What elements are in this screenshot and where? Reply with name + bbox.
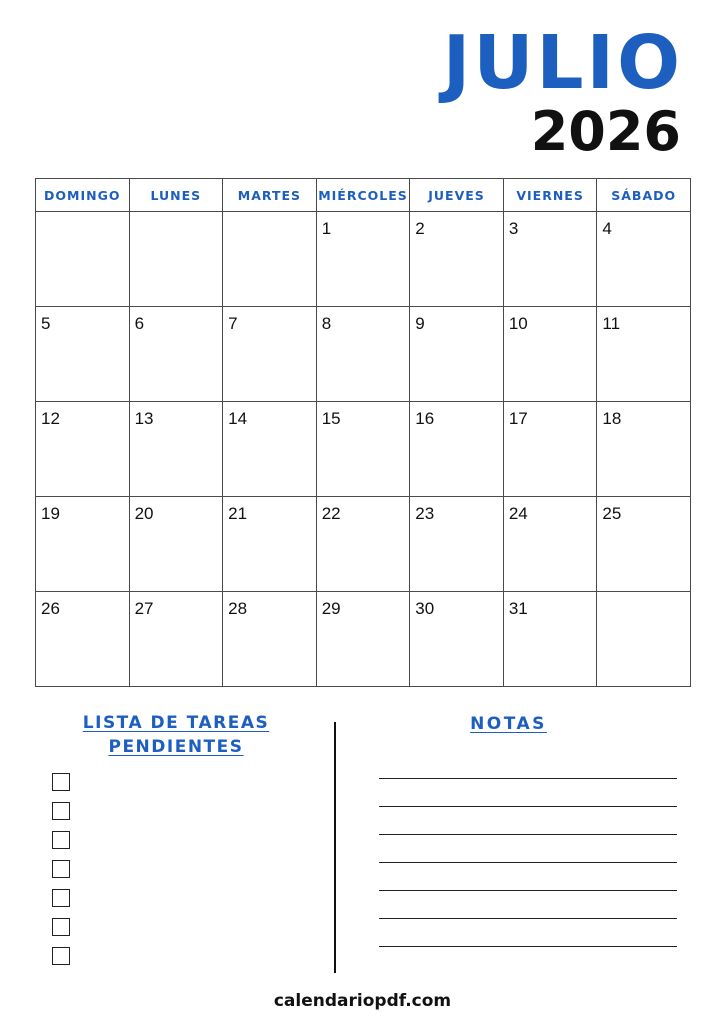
- day-cell[interactable]: [316, 592, 410, 687]
- todo-item: [52, 773, 70, 802]
- note-line[interactable]: [379, 806, 677, 834]
- todo-item: [52, 918, 70, 947]
- day-cell[interactable]: [597, 497, 691, 592]
- day-cell[interactable]: [223, 592, 317, 687]
- day-cell[interactable]: [223, 402, 317, 497]
- day-cell[interactable]: [129, 497, 223, 592]
- todo-checkbox[interactable]: [52, 947, 70, 965]
- notes-title: NOTAS: [470, 714, 547, 734]
- day-cell[interactable]: [129, 592, 223, 687]
- day-cell[interactable]: [129, 402, 223, 497]
- day-cell[interactable]: [316, 402, 410, 497]
- week-row: [36, 402, 691, 497]
- day-number: 20: [134, 504, 154, 523]
- todo-checkbox[interactable]: [52, 802, 70, 820]
- day-cell[interactable]: [316, 307, 410, 402]
- day-number: 5: [41, 314, 51, 333]
- week-row: [36, 497, 691, 592]
- day-number: 17: [508, 409, 528, 428]
- day-cell[interactable]: [410, 212, 504, 307]
- todo-item: [52, 860, 70, 889]
- day-cell[interactable]: [597, 307, 691, 402]
- todo-checkbox[interactable]: [52, 831, 70, 849]
- day-number: [223, 212, 316, 219]
- day-number: 3: [508, 219, 519, 238]
- week-row: [36, 212, 691, 307]
- day-number: 7: [228, 314, 238, 333]
- day-number: 22: [321, 504, 341, 523]
- day-cell[interactable]: [410, 497, 504, 592]
- day-number: [130, 212, 223, 219]
- month-title: JULIO: [442, 20, 683, 106]
- footer-site: calendariopdf.com: [273, 991, 452, 1011]
- day-cell[interactable]: [597, 592, 691, 687]
- day-cell[interactable]: [36, 592, 130, 687]
- todo-checkbox[interactable]: [52, 918, 70, 936]
- day-number: 24: [508, 504, 528, 523]
- todo-checklist: [52, 773, 70, 976]
- day-number: 6: [134, 314, 145, 333]
- day-number: 30: [415, 599, 435, 618]
- day-number: [36, 212, 129, 219]
- note-line[interactable]: [379, 946, 677, 974]
- day-number: 19: [41, 504, 60, 523]
- day-number: 8: [321, 314, 332, 333]
- note-line[interactable]: [379, 890, 677, 918]
- day-number: 11: [602, 314, 621, 333]
- todo-item: [52, 947, 70, 976]
- day-number: 27: [134, 599, 154, 618]
- day-cell[interactable]: [36, 497, 130, 592]
- day-number: 1: [321, 219, 332, 238]
- calendar-grid: [35, 178, 691, 687]
- day-cell[interactable]: [503, 497, 597, 592]
- weekday-friday: VIERNES: [503, 179, 597, 212]
- note-line[interactable]: [379, 834, 677, 862]
- day-cell[interactable]: [36, 212, 130, 307]
- day-cell[interactable]: [503, 592, 597, 687]
- day-number: 14: [228, 409, 248, 428]
- day-number: 28: [228, 599, 248, 618]
- note-line[interactable]: [379, 862, 677, 890]
- day-cell[interactable]: [410, 307, 504, 402]
- day-cell[interactable]: [36, 307, 130, 402]
- weekday-wednesday: MIÉRCOLES: [316, 179, 410, 212]
- todo-checkbox[interactable]: [52, 773, 70, 791]
- day-cell[interactable]: [503, 307, 597, 402]
- todo-checkbox[interactable]: [52, 860, 70, 878]
- note-line[interactable]: [379, 778, 677, 806]
- todo-title-line1: LISTA DE TAREAS: [82, 713, 270, 733]
- day-cell[interactable]: [129, 212, 223, 307]
- week-row: [36, 592, 691, 687]
- day-number: 26: [41, 599, 60, 618]
- todo-item: [52, 831, 70, 860]
- day-cell[interactable]: [410, 592, 504, 687]
- note-line[interactable]: [379, 918, 677, 946]
- day-cell[interactable]: [503, 402, 597, 497]
- day-number: 10: [508, 314, 528, 333]
- week-row: [36, 307, 691, 402]
- day-cell[interactable]: [410, 402, 504, 497]
- day-cell[interactable]: [597, 402, 691, 497]
- todo-item: [52, 889, 70, 918]
- todo-title: [40, 711, 312, 759]
- weekday-thursday: JUEVES: [410, 179, 504, 212]
- weekday-monday: LUNES: [129, 179, 223, 212]
- day-number: 18: [602, 409, 622, 428]
- weekday-sunday: DOMINGO: [36, 179, 130, 212]
- day-number: 13: [134, 409, 154, 428]
- year-title: 2026: [530, 100, 681, 163]
- day-cell[interactable]: [223, 497, 317, 592]
- day-cell[interactable]: [316, 212, 410, 307]
- day-cell[interactable]: [503, 212, 597, 307]
- day-cell[interactable]: [597, 212, 691, 307]
- day-number: 23: [415, 504, 435, 523]
- day-number: 4: [602, 219, 612, 238]
- day-cell[interactable]: [36, 402, 130, 497]
- day-number: 16: [415, 409, 435, 428]
- weekday-saturday: SÁBADO: [597, 179, 691, 212]
- day-number: [597, 592, 690, 599]
- notes-lines: [379, 778, 677, 974]
- day-cell[interactable]: [223, 212, 317, 307]
- day-number: 29: [321, 599, 341, 618]
- todo-checkbox[interactable]: [52, 889, 70, 907]
- todo-item: [52, 802, 70, 831]
- todo-title-line2: PENDIENTES: [108, 737, 244, 757]
- day-number: 9: [415, 314, 425, 333]
- day-cell[interactable]: [129, 307, 223, 402]
- day-number: 25: [602, 504, 622, 523]
- day-cell[interactable]: [316, 497, 410, 592]
- day-number: 2: [415, 219, 425, 238]
- day-number: 31: [508, 599, 528, 618]
- day-number: 21: [228, 504, 248, 523]
- weekday-tuesday: MARTES: [223, 179, 317, 212]
- section-divider: [334, 722, 336, 973]
- weekday-header-row: [36, 179, 691, 212]
- day-cell[interactable]: [223, 307, 317, 402]
- day-number: 15: [321, 409, 341, 428]
- day-number: 12: [41, 409, 60, 428]
